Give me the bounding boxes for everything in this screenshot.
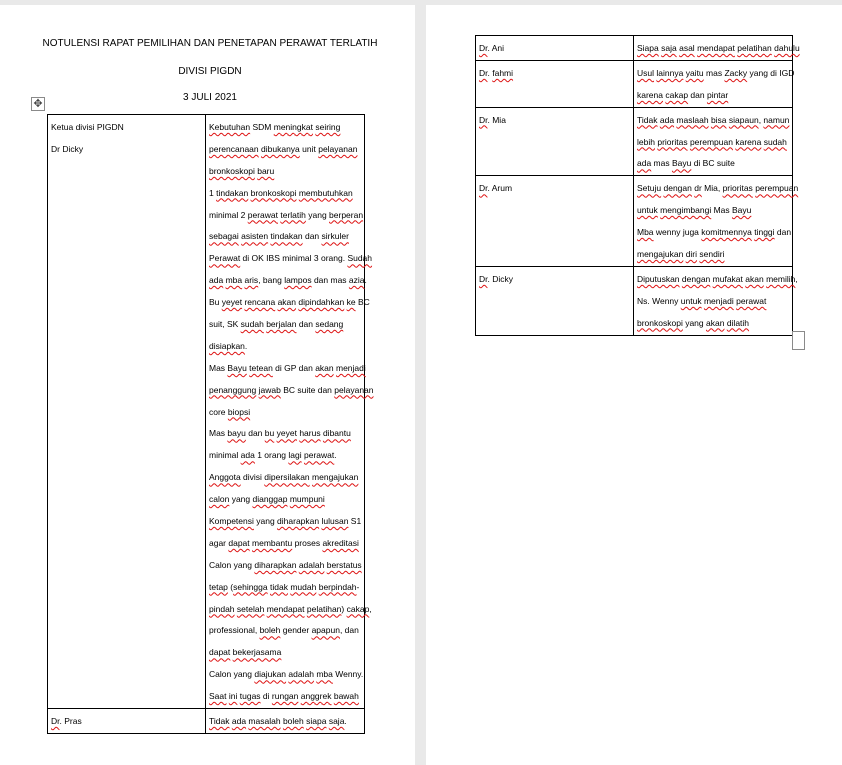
spellcheck-flagged-word: berperan — [329, 209, 364, 220]
text-line — [209, 205, 364, 227]
spellcheck-flagged-word: fahmi — [492, 67, 514, 78]
spellcheck-flagged-word: perempuan — [755, 183, 799, 194]
spellcheck-flagged-word: terlatih — [280, 209, 306, 220]
text-run: BC — [355, 297, 370, 308]
spellcheck-flagged-word: mba — [225, 275, 243, 286]
spellcheck-flagged-word: setelah — [236, 603, 265, 614]
text-run: SDM — [250, 122, 274, 132]
text-line — [209, 117, 361, 139]
text-line — [209, 467, 361, 489]
text-line — [209, 445, 361, 467]
text-run: . Pras — [59, 716, 82, 727]
text-run: BC suite dan — [280, 384, 335, 395]
text-line — [209, 620, 361, 642]
spellcheck-flagged-word: perencanaan — [209, 143, 259, 154]
spellcheck-flagged-word: Dr — [479, 183, 488, 194]
table-row — [476, 60, 793, 107]
text-run: , bang — [258, 275, 285, 286]
text-line — [637, 110, 789, 132]
spellcheck-flagged-word: pindah — [209, 603, 235, 614]
text-run: dan — [688, 89, 707, 100]
table-row — [476, 107, 793, 176]
spellcheck-flagged-word: untuk — [637, 205, 658, 216]
text-run: di — [260, 691, 272, 702]
spellcheck-flagged-word: jawab — [258, 384, 281, 395]
spellcheck-flagged-word: meningkat — [273, 122, 313, 132]
text-line — [209, 599, 372, 621]
spellcheck-flagged-word: apapun — [311, 625, 340, 636]
text-line — [209, 577, 361, 599]
text-line — [209, 511, 361, 533]
spellcheck-flagged-word: seiring — [315, 122, 341, 132]
text-run: professional, — [209, 625, 260, 636]
text-run: , — [369, 603, 372, 614]
spellcheck-flagged-word: bu — [264, 428, 275, 439]
text-line — [209, 664, 364, 686]
spellcheck-flagged-word: akan — [277, 297, 296, 308]
spellcheck-flagged-word: Dr — [479, 114, 488, 125]
spellcheck-flagged-word: yeyet — [221, 297, 243, 308]
spellcheck-flagged-word: calon — [209, 494, 230, 505]
spellcheck-flagged-word: berpindah — [318, 581, 357, 592]
spellcheck-flagged-word: akan — [315, 362, 334, 373]
table-move-handle-icon[interactable]: ✥ — [31, 97, 45, 111]
spellcheck-flagged-word: diharapkan — [277, 516, 320, 527]
spellcheck-flagged-word: Zacky — [724, 67, 748, 78]
document-title-line-2: DIVISI PIGDN — [178, 66, 242, 77]
text-run: divisi — [240, 472, 265, 483]
spellcheck-flagged-word: tidak — [270, 581, 288, 592]
spellcheck-flagged-word: yaitu — [685, 67, 704, 78]
spellcheck-flagged-word: Bayu — [227, 362, 247, 373]
spellcheck-flagged-word: Kompetensi — [209, 516, 254, 527]
spellcheck-flagged-word: akreditasi — [322, 537, 359, 548]
spellcheck-flagged-word: Anggota — [209, 472, 241, 483]
text-line — [637, 200, 789, 222]
text-run: S1 — [348, 516, 362, 527]
spellcheck-flagged-word: diri — [685, 249, 698, 260]
text-run: yang — [253, 516, 278, 527]
spellcheck-flagged-word: perempuan — [689, 136, 733, 147]
spellcheck-flagged-word: cakap — [346, 603, 370, 614]
text-line — [209, 423, 361, 445]
spellcheck-flagged-word: dr — [694, 183, 702, 194]
text-run: Ns. Wenny — [637, 295, 681, 306]
table-row — [476, 266, 793, 335]
text-line — [637, 132, 789, 154]
text-line — [637, 244, 789, 266]
spellcheck-flagged-word: dapat — [228, 537, 250, 548]
text-line — [209, 711, 361, 733]
spellcheck-flagged-word: bekerjasama — [232, 647, 282, 658]
spellcheck-flagged-word: tetean — [249, 362, 273, 373]
text-run: ) — [341, 603, 347, 614]
spellcheck-flagged-word: berstatus — [326, 559, 362, 570]
text-run: . Arum — [487, 183, 513, 194]
spellcheck-flagged-word: Setuju — [637, 183, 662, 194]
spellcheck-flagged-word: lulusan — [321, 516, 349, 527]
notes-cell[interactable] — [634, 36, 800, 61]
text-run: Calon yang — [209, 559, 255, 570]
notes-cell[interactable] — [634, 60, 793, 107]
page-end-marker — [792, 331, 805, 350]
spellcheck-flagged-word: mufakat — [712, 273, 743, 284]
spellcheck-flagged-word: saja — [328, 716, 345, 727]
text-run: , — [795, 273, 798, 284]
spellcheck-flagged-word: memilih — [766, 273, 796, 284]
spellcheck-flagged-word: Perawat — [209, 253, 241, 264]
spellcheck-flagged-word: boleh — [282, 716, 304, 727]
text-run: suit, SK — [209, 319, 241, 330]
spellcheck-flagged-word: sendiri — [699, 249, 725, 260]
text-run: yang — [305, 209, 330, 220]
spellcheck-flagged-word: ini — [228, 691, 238, 702]
text-line — [209, 292, 370, 314]
text-line — [637, 178, 799, 200]
text-run: yang — [229, 494, 253, 505]
spellcheck-flagged-word: biopsi — [227, 406, 251, 417]
spellcheck-flagged-word: menjadi — [703, 295, 734, 306]
table-row — [48, 709, 365, 734]
text-line — [479, 178, 630, 200]
spellcheck-flagged-word: perawat — [736, 295, 767, 306]
spellcheck-flagged-word: Dr — [479, 43, 488, 53]
spellcheck-flagged-word: tindakan — [270, 231, 303, 242]
spellcheck-flagged-word: dengan — [681, 273, 711, 284]
speaker-cell[interactable] — [48, 115, 206, 709]
text-run: proses — [292, 537, 323, 548]
spellcheck-flagged-word: dianggap — [252, 494, 288, 505]
text-line — [209, 555, 361, 577]
spellcheck-flagged-word: tetap — [209, 581, 228, 592]
text-line — [209, 139, 361, 161]
text-run: core — [209, 406, 228, 417]
text-run: yang di IGD — [747, 67, 795, 78]
spellcheck-flagged-word: ada — [231, 716, 247, 727]
spellcheck-flagged-word: bisa — [710, 114, 727, 125]
spellcheck-flagged-word: cakap — [665, 89, 689, 100]
minutes-table-page-1 — [47, 114, 374, 734]
text-run: agar — [209, 537, 229, 548]
speaker-cell[interactable] — [476, 107, 634, 176]
text-line — [209, 314, 361, 336]
spellcheck-flagged-word: Dr — [51, 716, 60, 727]
spellcheck-flagged-word: mba — [316, 669, 333, 680]
spellcheck-flagged-word: ada — [637, 158, 652, 169]
spellcheck-flagged-word: ada — [209, 275, 224, 286]
text-run: , — [758, 114, 764, 125]
text-run: , dan — [339, 625, 359, 636]
spellcheck-flagged-word: tindakan — [216, 187, 249, 198]
spellcheck-flagged-word: lainnya — [656, 67, 684, 78]
spellcheck-flagged-word: sedang — [315, 319, 344, 330]
spellcheck-flagged-word: Mba — [637, 227, 654, 238]
text-run: Mas — [209, 428, 228, 439]
spellcheck-flagged-word: Tidak — [209, 716, 230, 727]
spellcheck-flagged-word: sudah — [763, 136, 787, 147]
text-line — [209, 533, 361, 555]
spellcheck-flagged-word: berjalan — [266, 319, 297, 330]
spellcheck-flagged-word: rungan — [271, 691, 299, 702]
spellcheck-flagged-word: mendapat — [697, 43, 735, 53]
text-run: di BC suite — [691, 158, 735, 169]
text-run: mas — [703, 67, 725, 78]
spellcheck-flagged-word: Bayu — [731, 205, 752, 216]
spellcheck-flagged-word: pintar — [706, 89, 729, 100]
text-line — [209, 161, 361, 183]
speaker-cell[interactable] — [48, 709, 206, 734]
document-date-line: 3 JULI 2021 — [183, 92, 237, 103]
notes-cell[interactable] — [634, 266, 798, 335]
text-run: . — [344, 716, 347, 727]
text-run: mas — [651, 158, 672, 169]
text-line — [479, 63, 630, 85]
spellcheck-flagged-word: akan — [745, 273, 764, 284]
text-run: dan — [302, 231, 322, 242]
spellcheck-flagged-word: karena — [637, 89, 663, 100]
spellcheck-flagged-word: lebih — [637, 136, 655, 147]
text-run: minimal 2 — [209, 209, 248, 220]
document-title-line-1: NOTULENSI RAPAT PEMILIHAN DAN PENETAPAN PERAWAT TERLATIH — [42, 38, 378, 49]
text-run: unit — [299, 143, 319, 154]
spellcheck-flagged-word: yeyet — [276, 428, 297, 439]
spellcheck-flagged-word: Tidak — [637, 114, 658, 125]
spellcheck-flagged-word: baru — [257, 165, 275, 176]
spellcheck-flagged-word: sudah — [240, 319, 264, 330]
spellcheck-flagged-word: rencana — [244, 297, 276, 308]
spellcheck-flagged-word: harus — [299, 428, 321, 439]
spellcheck-flagged-word: adalah — [298, 559, 325, 570]
speaker-line: Ketua divisi PIGDN — [51, 122, 124, 132]
text-line — [479, 269, 630, 291]
text-run: 1 orang — [254, 450, 289, 461]
text-run: dan — [245, 428, 265, 439]
spellcheck-flagged-word: pelayanan — [318, 143, 358, 154]
text-line — [637, 63, 795, 85]
text-run: dan — [296, 319, 316, 330]
text-line — [209, 686, 361, 708]
spellcheck-flagged-word: bawah — [333, 691, 359, 702]
notes-cell[interactable] — [206, 709, 365, 734]
table-row — [476, 36, 793, 61]
text-run: Mas — [711, 205, 732, 216]
spellcheck-flagged-word: Dr — [479, 67, 488, 78]
spellcheck-flagged-word: prioritas — [657, 136, 688, 147]
spellcheck-flagged-word: siapaun — [728, 114, 759, 125]
spellcheck-flagged-word: pelayanan — [334, 384, 374, 395]
spellcheck-flagged-word: tinggi — [754, 227, 775, 238]
text-line — [209, 336, 361, 358]
speaker-cell[interactable] — [476, 266, 634, 335]
spellcheck-flagged-word: dengan — [663, 183, 692, 194]
text-line — [209, 270, 367, 292]
spellcheck-flagged-word: lampos — [284, 275, 312, 286]
text-run: Wenny. — [332, 669, 364, 680]
spellcheck-flagged-word: Diputuskan — [637, 273, 680, 284]
spellcheck-flagged-word: Siapa — [637, 43, 659, 53]
spellcheck-flagged-word: ada — [240, 450, 255, 461]
text-run: Mas — [209, 362, 228, 373]
spellcheck-flagged-word: adalah — [288, 669, 314, 680]
spellcheck-flagged-word: pelatihan — [737, 43, 772, 53]
text-run: dan mas — [311, 275, 349, 286]
speaker-cell[interactable] — [476, 176, 634, 267]
spellcheck-flagged-word: dibukanya — [261, 143, 300, 154]
text-run: . Ani — [487, 43, 505, 53]
spellcheck-flagged-word: bronkoskopi — [250, 187, 297, 198]
notes-cell[interactable] — [206, 115, 374, 709]
text-line — [637, 222, 792, 244]
spellcheck-flagged-word: ada — [659, 114, 675, 125]
spellcheck-flagged-word: lagi — [288, 450, 302, 461]
text-line — [209, 489, 361, 511]
text-run: Calon yang — [209, 669, 255, 680]
spellcheck-flagged-word: bronkoskopi — [209, 165, 255, 176]
notes-cell[interactable] — [634, 107, 793, 176]
spellcheck-flagged-word: masalah — [248, 716, 281, 727]
spellcheck-flagged-word: asal — [679, 43, 695, 53]
text-run: . — [364, 275, 367, 286]
spellcheck-flagged-word: menjadi — [336, 362, 366, 373]
spellcheck-flagged-word: bayu — [227, 428, 246, 439]
text-run: 1 — [209, 187, 217, 198]
text-run: di GP dan — [272, 362, 316, 373]
spellcheck-flagged-word: komitmennya — [701, 227, 752, 238]
text-line — [209, 226, 361, 248]
text-run: Bu — [209, 297, 222, 308]
text-line — [209, 380, 374, 402]
text-line — [209, 183, 361, 205]
text-run: yang — [682, 317, 706, 328]
text-line — [209, 358, 366, 380]
text-line — [637, 291, 789, 313]
text-run: . — [487, 67, 493, 78]
spellcheck-flagged-word: Dr — [479, 273, 488, 284]
spellcheck-flagged-word: boleh — [259, 625, 281, 636]
spellcheck-flagged-word: tugas — [239, 691, 261, 702]
spellcheck-flagged-word: sebagai — [209, 231, 239, 242]
text-line — [479, 38, 630, 60]
spellcheck-flagged-word: mengimbangi — [660, 205, 712, 216]
spellcheck-flagged-word: dipersilakan — [264, 472, 310, 483]
spellcheck-flagged-word: anggrek — [300, 691, 332, 702]
text-run: ( — [227, 581, 234, 592]
text-run: . Mia — [487, 114, 506, 125]
text-run: wenny juga — [653, 227, 702, 238]
spellcheck-flagged-word: membantu — [252, 537, 293, 548]
minutes-table-page-2 — [475, 35, 800, 336]
spellcheck-flagged-word: Sudah — [347, 253, 373, 264]
spellcheck-flagged-word: prioritas — [722, 183, 753, 194]
spellcheck-flagged-word: mudah — [290, 581, 317, 592]
text-run: minimal — [209, 450, 241, 461]
spellcheck-flagged-word: mengajukan — [312, 472, 359, 483]
text-run: di OK IBS minimal 3 orang. — [240, 253, 348, 264]
spellcheck-flagged-word: diharapkan — [254, 559, 297, 570]
text-line — [637, 269, 798, 291]
spellcheck-flagged-word: namun — [763, 114, 790, 125]
spellcheck-flagged-word: Usul — [637, 67, 655, 78]
notes-cell[interactable] — [634, 176, 799, 267]
text-line — [637, 38, 800, 60]
text-line — [637, 153, 789, 175]
spellcheck-flagged-word: sirkuler — [321, 231, 349, 242]
spellcheck-flagged-word: pelatihan — [306, 603, 342, 614]
spellcheck-flagged-word: mumpuni — [289, 494, 325, 505]
text-line — [637, 313, 789, 335]
spellcheck-flagged-word: Bayu — [671, 158, 692, 169]
text-line — [637, 85, 789, 107]
text-run: . Dicky — [487, 273, 513, 284]
spellcheck-flagged-word: perawat — [304, 450, 335, 461]
speaker-line: Dr Dicky — [51, 143, 84, 154]
spellcheck-flagged-word: diajukan — [254, 669, 287, 680]
spellcheck-flagged-word: penanggung — [209, 384, 257, 395]
table-row — [48, 115, 365, 709]
text-line — [209, 248, 373, 270]
spellcheck-flagged-word: dibantu — [322, 428, 351, 439]
spellcheck-flagged-word: siapa — [306, 716, 327, 727]
speaker-cell[interactable] — [476, 60, 634, 107]
spellcheck-flagged-word: sehingga — [233, 581, 268, 592]
spellcheck-flagged-word: Kebutuhan — [209, 122, 251, 132]
spellcheck-flagged-word: akan — [706, 317, 725, 328]
spellcheck-flagged-word: maslaah — [676, 114, 709, 125]
spellcheck-flagged-word: membutuhkan — [298, 187, 353, 198]
spellcheck-flagged-word: dapat — [209, 647, 231, 658]
spellcheck-flagged-word: perawat — [247, 209, 278, 220]
spellcheck-flagged-word: mengajukan — [637, 249, 684, 260]
spellcheck-flagged-word: dilatih — [726, 317, 750, 328]
spellcheck-flagged-word: Saat — [209, 691, 227, 702]
text-line — [479, 110, 630, 132]
speaker-cell[interactable] — [476, 36, 634, 61]
spellcheck-flagged-word: mendapat — [266, 603, 305, 614]
text-run: dan — [774, 227, 792, 238]
spellcheck-flagged-word: asisten — [241, 231, 269, 242]
text-line — [209, 402, 361, 424]
text-run: Mia, — [701, 183, 723, 194]
text-line — [51, 711, 202, 733]
spellcheck-flagged-word: dahulu — [774, 43, 800, 53]
spellcheck-flagged-word: azia — [348, 275, 365, 286]
spellcheck-flagged-word: disiapkan — [209, 340, 245, 351]
text-run: gender — [280, 625, 312, 636]
spellcheck-flagged-word: dipindahkan — [298, 297, 345, 308]
spellcheck-flagged-word: saja — [661, 43, 677, 53]
spellcheck-flagged-word: aris — [244, 275, 259, 286]
text-line — [209, 642, 361, 664]
text-run: . — [334, 450, 337, 461]
table-row — [476, 176, 793, 267]
spellcheck-flagged-word: bronkoskopi — [637, 317, 683, 328]
text-run: - — [356, 581, 360, 592]
spellcheck-flagged-word: untuk — [680, 295, 702, 306]
spellcheck-flagged-word: karena — [735, 136, 762, 147]
text-run: . — [244, 340, 248, 351]
spellcheck-flagged-word: ke — [346, 297, 356, 308]
